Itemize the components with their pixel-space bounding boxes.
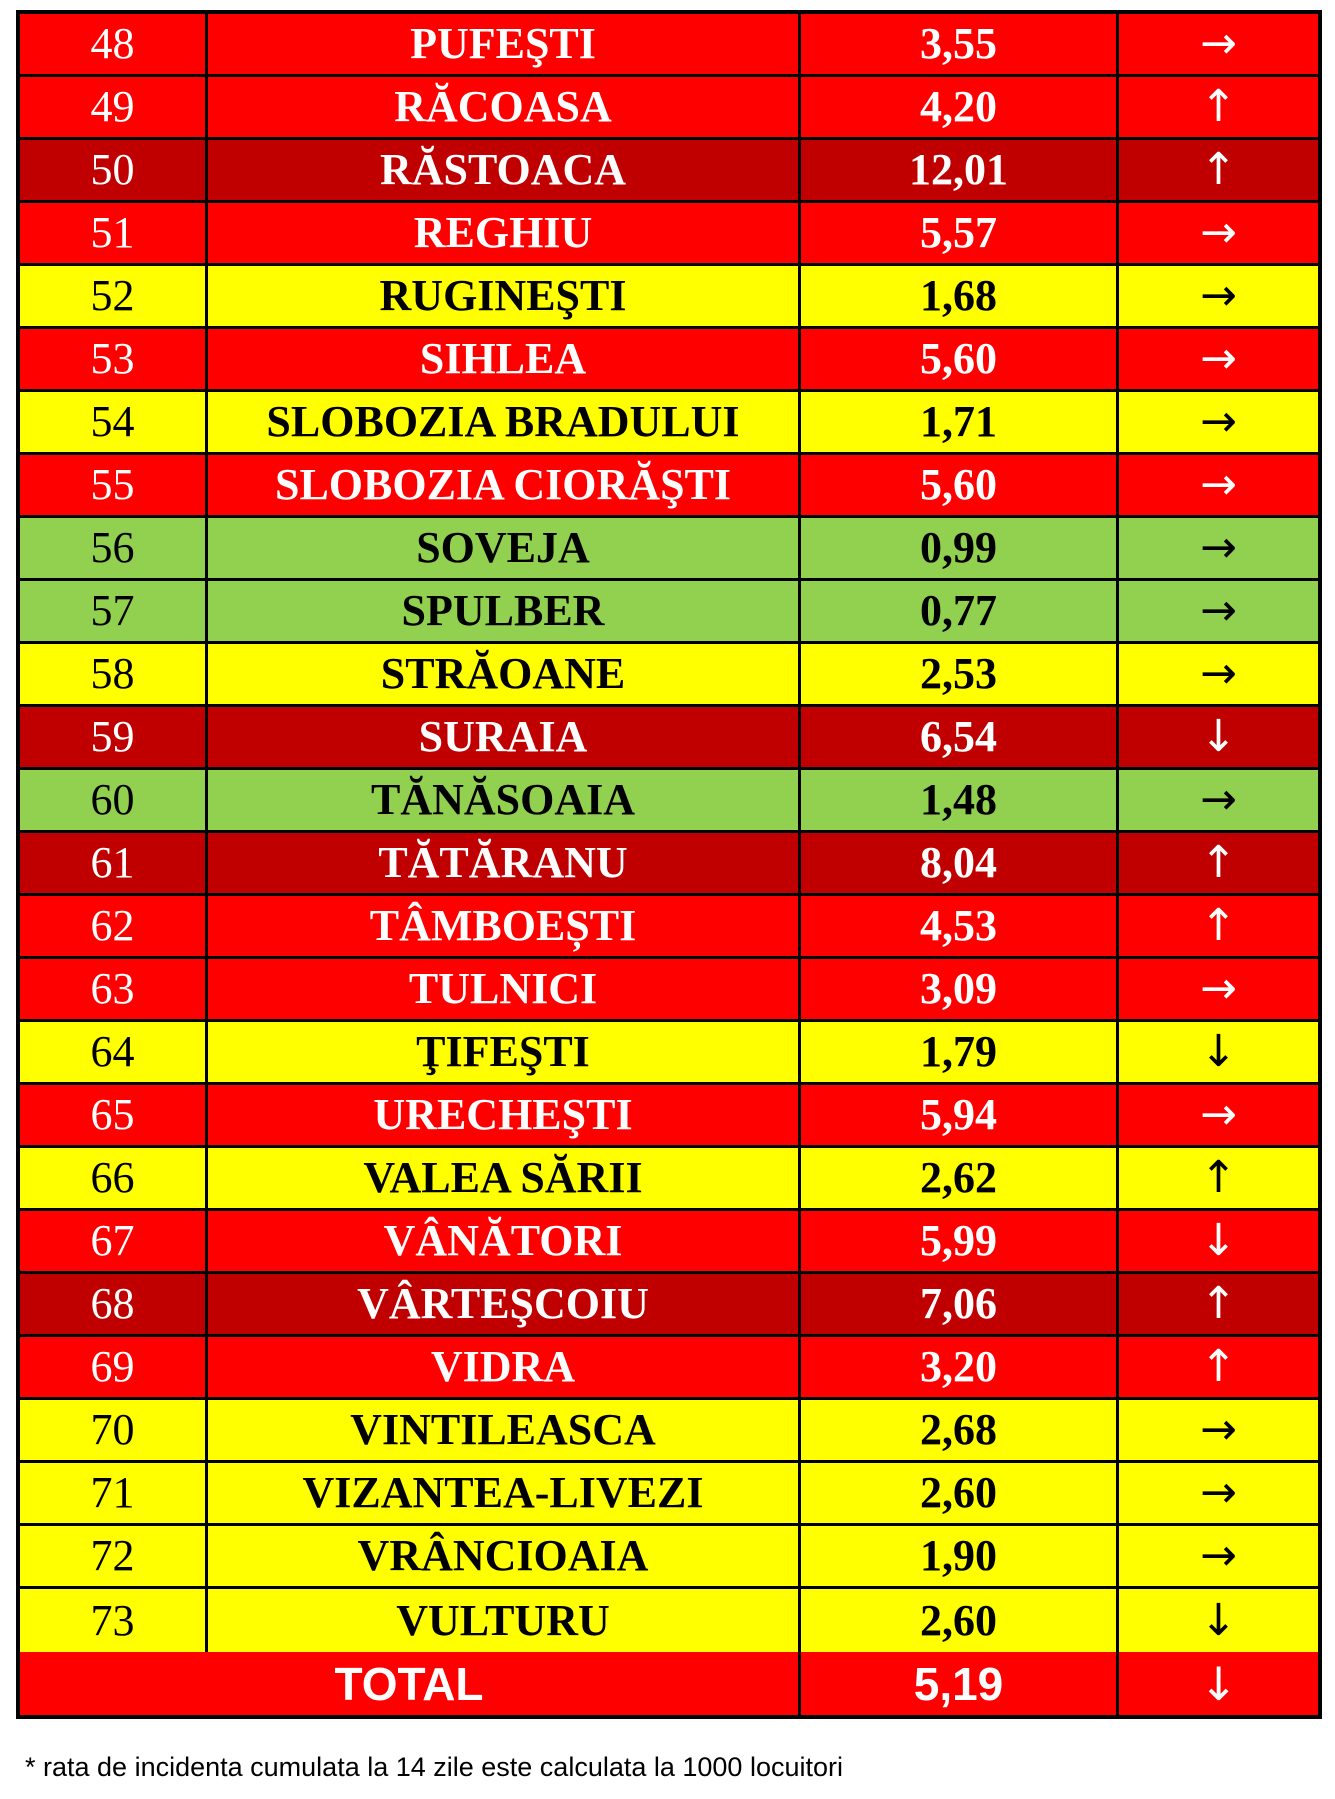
total-row (20, 1652, 1318, 1715)
table-row (20, 392, 1318, 455)
row-number: 57 (20, 581, 208, 641)
incidence-rate: 6,54 (801, 707, 1119, 767)
incidence-rate: 2,60 (801, 1589, 1119, 1652)
table-row (20, 896, 1318, 959)
trend-arrow-icon: → (1200, 396, 1237, 447)
locality-name: RĂCOASA (208, 77, 801, 137)
table-row (20, 77, 1318, 140)
incidence-table (16, 10, 1322, 1719)
trend-arrow-icon: → (1200, 270, 1237, 321)
incidence-rate: 5,94 (801, 1085, 1119, 1145)
locality-name: SPULBER (208, 581, 801, 641)
incidence-rate: 1,48 (801, 770, 1119, 830)
table-row (20, 203, 1318, 266)
incidence-rate: 5,60 (801, 329, 1119, 389)
locality-name: URECHEŞTI (208, 1085, 801, 1145)
trend-arrow-icon: → (1200, 1404, 1237, 1455)
row-number: 71 (20, 1463, 208, 1523)
locality-name: SLOBOZIA CIORĂŞTI (208, 455, 801, 515)
locality-name: TĂTĂRANU (208, 833, 801, 893)
locality-name: STRĂOANE (208, 644, 801, 704)
incidence-rate: 5,60 (801, 455, 1119, 515)
locality-name: SLOBOZIA BRADULUI (208, 392, 801, 452)
trend-arrow-icon: → (1200, 207, 1237, 258)
table-row (20, 581, 1318, 644)
trend-arrow-icon: → (1200, 1530, 1237, 1581)
incidence-rate: 8,04 (801, 833, 1119, 893)
row-number: 50 (20, 140, 208, 200)
row-number: 58 (20, 644, 208, 704)
row-number: 69 (20, 1337, 208, 1397)
table-row (20, 770, 1318, 833)
locality-name: TĂNĂSOAIA (208, 770, 801, 830)
incidence-rate: 2,68 (801, 1400, 1119, 1460)
table-row (20, 140, 1318, 203)
table-row (20, 1337, 1318, 1400)
trend-arrow-icon: ↑ (1200, 81, 1237, 132)
incidence-rate: 7,06 (801, 1274, 1119, 1334)
trend-arrow-icon: → (1200, 333, 1237, 384)
row-number: 52 (20, 266, 208, 326)
incidence-rate: 4,53 (801, 896, 1119, 956)
trend-arrow-icon: → (1200, 1089, 1237, 1140)
total-rate: 5,19 (801, 1652, 1119, 1715)
row-number: 70 (20, 1400, 208, 1460)
incidence-rate: 5,57 (801, 203, 1119, 263)
locality-name: VIZANTEA-LIVEZI (208, 1463, 801, 1523)
table-row (20, 1526, 1318, 1589)
locality-name: SIHLEA (208, 329, 801, 389)
trend-arrow-icon: → (1200, 963, 1237, 1014)
incidence-rate: 3,09 (801, 959, 1119, 1019)
table-row (20, 1589, 1318, 1652)
trend-arrow-icon: ↑ (1200, 1341, 1237, 1392)
table-row (20, 1085, 1318, 1148)
row-number: 55 (20, 455, 208, 515)
trend-arrow-icon: → (1200, 459, 1237, 510)
table-row (20, 1463, 1318, 1526)
trend-arrow-icon: → (1200, 774, 1237, 825)
table-row (20, 1148, 1318, 1211)
table-row (20, 518, 1318, 581)
row-number: 61 (20, 833, 208, 893)
locality-name: VIDRA (208, 1337, 801, 1397)
trend-arrow-icon: ↑ (1200, 837, 1237, 888)
incidence-rate: 12,01 (801, 140, 1119, 200)
locality-name: VULTURU (208, 1589, 801, 1652)
table-row (20, 1211, 1318, 1274)
row-number: 56 (20, 518, 208, 578)
trend-arrow-icon: ↓ (1200, 711, 1237, 762)
incidence-rate: 0,99 (801, 518, 1119, 578)
row-number: 73 (20, 1589, 208, 1652)
incidence-rate: 4,20 (801, 77, 1119, 137)
incidence-rate: 3,20 (801, 1337, 1119, 1397)
table-row (20, 1400, 1318, 1463)
table-row (20, 833, 1318, 896)
table-row (20, 329, 1318, 392)
locality-name: TULNICI (208, 959, 801, 1019)
row-number: 62 (20, 896, 208, 956)
row-number: 66 (20, 1148, 208, 1208)
row-number: 68 (20, 1274, 208, 1334)
row-number: 48 (20, 14, 208, 74)
locality-name: SURAIA (208, 707, 801, 767)
trend-arrow-icon: ↑ (1200, 900, 1237, 951)
row-number: 63 (20, 959, 208, 1019)
incidence-rate: 2,60 (801, 1463, 1119, 1523)
table-row (20, 644, 1318, 707)
locality-name: PUFEŞTI (208, 14, 801, 74)
locality-name: SOVEJA (208, 518, 801, 578)
locality-name: VÂRTEŞCOIU (208, 1274, 801, 1334)
row-number: 54 (20, 392, 208, 452)
locality-name: VINTILEASCA (208, 1400, 801, 1460)
trend-arrow-icon: → (1200, 648, 1237, 699)
row-number: 65 (20, 1085, 208, 1145)
locality-name: RUGINEŞTI (208, 266, 801, 326)
total-trend-arrow-icon: ↓ (1199, 1656, 1238, 1711)
locality-name: ŢIFEŞTI (208, 1022, 801, 1082)
trend-arrow-icon: ↑ (1200, 1278, 1237, 1329)
row-number: 59 (20, 707, 208, 767)
locality-name: VALEA SĂRII (208, 1148, 801, 1208)
row-number: 53 (20, 329, 208, 389)
incidence-rate: 5,99 (801, 1211, 1119, 1271)
table-row (20, 959, 1318, 1022)
trend-arrow-icon: ↓ (1200, 1026, 1237, 1077)
trend-arrow-icon: → (1200, 522, 1237, 573)
row-number: 64 (20, 1022, 208, 1082)
table-row (20, 1274, 1318, 1337)
trend-arrow-icon: → (1200, 585, 1237, 636)
row-number: 49 (20, 77, 208, 137)
incidence-rate: 2,53 (801, 644, 1119, 704)
incidence-rate: 1,90 (801, 1526, 1119, 1586)
table-row (20, 266, 1318, 329)
trend-arrow-icon: → (1200, 18, 1237, 69)
table-body (20, 14, 1318, 1652)
trend-arrow-icon: ↑ (1200, 144, 1237, 195)
trend-arrow-icon: → (1200, 1467, 1237, 1518)
locality-name: REGHIU (208, 203, 801, 263)
incidence-rate: 1,79 (801, 1022, 1119, 1082)
table-row (20, 1022, 1318, 1085)
incidence-rate: 3,55 (801, 14, 1119, 74)
locality-name: VÂNĂTORI (208, 1211, 801, 1271)
locality-name: RĂSTOACA (208, 140, 801, 200)
incidence-rate: 1,71 (801, 392, 1119, 452)
table-row (20, 14, 1318, 77)
locality-name: TÂMBOEȘTI (208, 896, 801, 956)
table-row (20, 707, 1318, 770)
trend-arrow-icon: ↓ (1200, 1594, 1237, 1646)
trend-arrow-icon: ↓ (1200, 1215, 1237, 1266)
footnote: * rata de incidenta cumulata la 14 zile este calculata la 1000 locuitori (25, 1752, 843, 1782)
row-number: 51 (20, 203, 208, 263)
trend-arrow-icon: ↑ (1200, 1152, 1237, 1203)
incidence-rate: 0,77 (801, 581, 1119, 641)
table-row (20, 455, 1318, 518)
total-label: TOTAL (20, 1652, 801, 1715)
row-number: 67 (20, 1211, 208, 1271)
locality-name: VRÂNCIOAIA (208, 1526, 801, 1586)
incidence-rate: 2,62 (801, 1148, 1119, 1208)
row-number: 72 (20, 1526, 208, 1586)
row-number: 60 (20, 770, 208, 830)
incidence-rate: 1,68 (801, 266, 1119, 326)
